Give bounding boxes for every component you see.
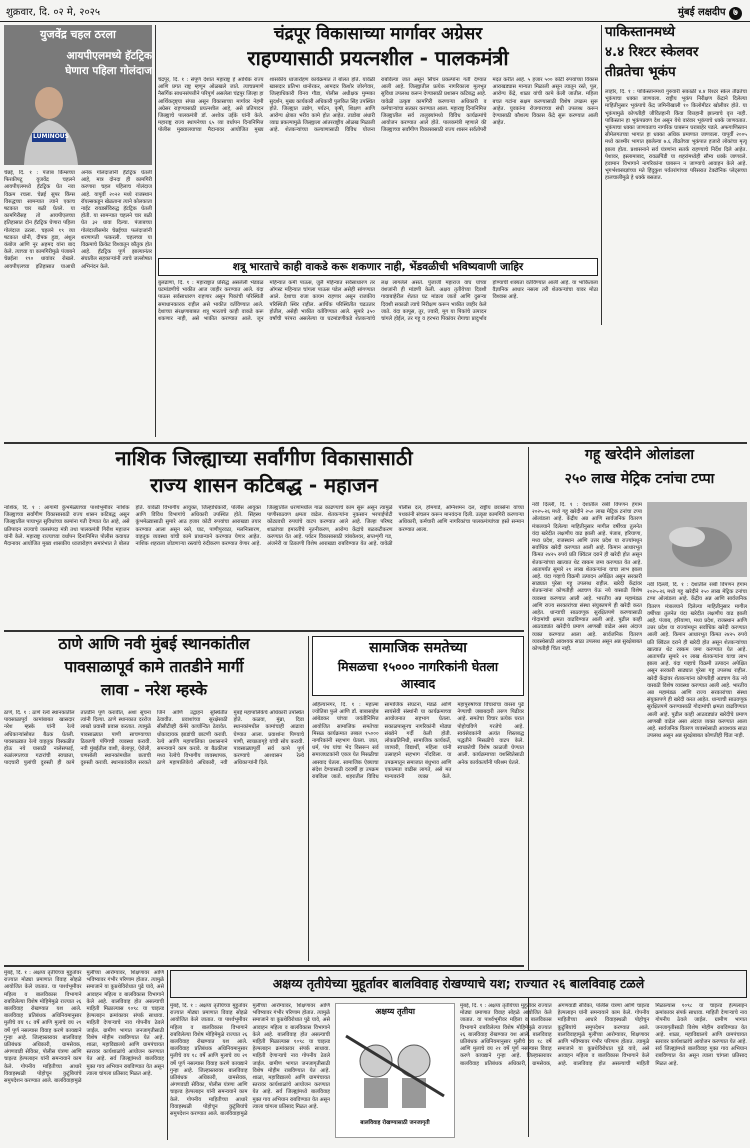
chandrapur-article: [158, 25, 598, 250]
akshay-intro: मुंबई, दि. १ : अक्षय्य तृतीयेच्या मुहूर्तावर राज्यात मोठ्या प्रमाणात विवाह सोहळे आयोजित केले जातात. या पार्श्वभूमीवर महिला व बालविकास विभागाने राबविलेल्या विशेष मोहिमेमुळे राज्यात २६ बालविवाह रोखण्यात यश आले. बालविवाह प्रतिबंधक अधिनियमानुसार मुलीचे वय १८ वर्षे आणि मुलाचे वय २१ वर्षे पूर्ण नसल्यास विवाह करणे कायद्याने गुन्हा आहे. जिल्हास्तरावर बालविवाह प्रतिबंधक अधिकारी, ग्रामसेवक, अंगणवाडी सेविका, पोलीस यंत्रणा आणि चाइल्ड हेल्पलाइन यांनी समन्वयाने काम केले. गोपनीय माहितीच्या आधारे विवाहस्थळी पोहोचून कुटुंबियांचे समुपदेशन करण्यात आले. बालविवाहामुळे मुलींच्या आरोग्यावर, शिक्षणावर आणि भविष्यावर गंभीर परिणाम होतात. त्यामुळे समाजाने या कुप्रथेविरोधात पुढे यावे, असे आवाहन महिला व बालविकास विभागाने केले आहे. बालविवाह होत असल्याची माहिती मिळाल्यास १०९८ या चाइल्ड हेल्पलाइन क्रमांकावर संपर्क साधावा. माहिती देणाऱ्याचे नाव गोपनीय ठेवले जाईल. ग्रामीण भागात जनजागृतीसाठी विशेष मोहीम राबविण्यात येत आहे. शाळा, महाविद्यालये आणि ग्रामपंचायत स्तरावर कार्यशाळांचे आयोजन करण्यात येत आहे. सर्व जिल्ह्यांमध्ये बालविवाह मुक्त गाव अभियान राबविण्यात येत असून त्याला चांगला प्रतिसाद मिळत आहे.: [4, 970, 164, 1085]
player-image: [4, 25, 152, 165]
nashik-body: नाशिक, दि. १ : आगामी कुंभमेळ्याच्या पार्श्वभूमीवर नाशिक जिल्ह्याच्या सर्वांगीण विकासासाठी राज्य शासन कटिबद्ध असून जिल्ह्यातील पायाभूत सुविधांच्या कामांना गती देण्यात येत आहे, असे प्रतिपादन राज्याचे जलसंपदा मंत्री तथा पालकमंत्री गिरीश महाजन यांनी केले. महाराष्ट्र राज्याच्या वर्धापन दिनानिमित्त पोलीस कवायत मैदानावर आयोजित मुख्य शासकीय ध्वजारोहण समारंभात ते बोलत होते. यावेळी विभागीय आयुक्त, जिल्हाधिकारी, पोलीस आयुक्त आणि विविध विभागांचे अधिकारी उपस्थित होते. सिंहस्थ कुंभमेळ्यासाठी सुमारे आठ हजार कोटी रुपयांचा आराखडा तयार करण्यात आला असून रस्ते, घाट, पाणीपुरवठा, मलनिःसारण, वाहतूक व्यवस्था यांची कामे प्राधान्याने करण्यात येणार आहेत. नाशिक शहराला जोडणाऱ्या रस्त्यांचे रुंदीकरण करण्यात येणार आहे. जिल्ह्यातील धरणांमधील गाळ काढण्याचे काम सुरू असून त्यामुळे पाणीसाठवण क्षमता वाढेल. शेतकऱ्यांना नुकसान भरपाईपोटी कोट्यवधी रुपयांचे वाटप करण्यात आले आहे. जिल्हा परिषद शाळांच्या इमारतींचे नूतनीकरण, आरोग्य केंद्रांचे बळकटीकरण करण्यात येत आहे. पर्यटन विकासासाठी त्र्यंबकेश्वर, सप्तशृंगी गड, अंजनेरी या ठिकाणी विशेष आराखडा राबविण्यात येत आहे. यावेळी पोलीस दल, होमगार्ड, अग्निशमन दल, राष्ट्रीय छात्रसेना यांच्या पथकांनी संचलन करून मानवंदना दिली. उत्कृष्ट कामगिरी करणाऱ्या अधिकारी, कर्मचारी आणि नागरिकांचा पालकमंत्र्यांच्या हस्ते सन्मान करण्यात आला.: [4, 505, 524, 548]
samata-article: [312, 636, 524, 961]
wheat-image: [647, 502, 747, 577]
nashik-article: [4, 447, 524, 627]
wheat-headline-2: २५० लाख मेट्रिक टनांचा टप्पा: [564, 471, 715, 487]
wheat-headline-1: गहू खरेदीने ओलांडला: [584, 447, 695, 463]
shatru-headline-box: [158, 258, 598, 276]
chahal-article: [4, 25, 152, 440]
chandrapur-headline-2: राहण्यासाठी प्रयत्नशील - पालकमंत्री: [247, 46, 509, 70]
chahal-photo: [4, 25, 152, 165]
akshay-body-2: मुंबई, दि. १ : अक्षय्य तृतीयेच्या मुहूर्तावर राज्यात मोठ्या प्रमाणात विवाह सोहळे आयोजित केले जातात. या पार्श्वभूमीवर महिला व बालविकास विभागाने राबविलेल्या विशेष मोहिमेमुळे राज्यात २६ बालविवाह रोखण्यात यश आले. बालविवाह प्रतिबंधक अधिनियमानुसार मुलीचे वय १८ वर्षे आणि मुलाचे वय २१ वर्षे पूर्ण नसल्यास विवाह करणे कायद्याने गुन्हा आहे. जिल्हास्तरावर बालविवाह प्रतिबंधक अधिकारी, ग्रामसेवक, अंगणवाडी सेविका, पोलीस यंत्रणा आणि चाइल्ड हेल्पलाइन यांनी समन्वयाने काम केले. गोपनीय माहितीच्या आधारे विवाहस्थळी पोहोचून कुटुंबियांचे समुपदेशन करण्यात आले. बालविवाहामुळे मुलींच्या आरोग्यावर, शिक्षणावर आणि भविष्यावर गंभीर परिणाम होतात. त्यामुळे समाजाने या कुप्रथेविरोधात पुढे यावे, असे आवाहन महिला व बालविकास विभागाने केले आहे. बालविवाह होत असल्याची माहिती मिळाल्यास १०९८ या चाइल्ड हेल्पलाइन क्रमांकावर संपर्क साधावा. माहिती देणाऱ्याचे नाव गोपनीय ठेवले जाईल. ग्रामीण भागात जनजागृतीसाठी विशेष मोहीम राबविण्यात येत आहे. शाळा, महाविद्यालये आणि ग्रामपंचायत स्तरावर कार्यशाळांचे आयोजन करण्यात येत आहे. सर्व जिल्ह्यांमध्ये बालविवाह मुक्त गाव अभियान राबविण्यात येत असून त्याला चांगला प्रतिसाद मिळत आहे.: [460, 1003, 747, 1067]
akshay-poster: [335, 1003, 455, 1138]
samata-headline-1: सामाजिक समतेच्या: [369, 640, 467, 656]
thane-headline-1: ठाणे आणि नवी मुंबई स्थानकांतील: [58, 635, 250, 653]
akshay-headline-box: [170, 970, 747, 998]
jersey-text: LUMINOUS: [33, 133, 69, 140]
page-header: [0, 0, 750, 22]
akshay-headline: अक्षय्य तृतीयेच्या मुहूर्तावर बालविवाह रोखण्याचे यश; राज्यात २६ बालविवाह टळले: [272, 976, 645, 991]
shatru-body: बुलढाणा, दि. १ : महाराष्ट्रात प्रसिद्ध असलेली भेंडवळ घटमांडणीचे भाकीत आज जाहीर करण्यात आले. यंदा पाऊस सर्वसाधारण राहणार असून पिकांची परिस्थिती समाधानकारक राहील असे भाकीत वर्तविण्यात आले. देशाच्या संरक्षणाबाबत शत्रू भारताचे काही वाकडे करू शकणार नाही, असे भाकीत करण्यात आले. जून महिन्यात कमी पाऊस, जुलै महिन्यात सर्वसाधारण तर ऑगस्ट महिन्यात चांगला पाऊस पडेल असेही सांगण्यात आले. देशाचा राजा कायम राहणार असून राजकीय परिस्थिती स्थिर राहील. आर्थिक परिस्थितीत चढउतार होतील, असेही भाकीत वर्तविण्यात आले. सुमारे ३५० वर्षांची परंपरा असलेल्या या घटमांडणीकडे शेतकऱ्यांचे लक्ष लागलेले असते. पुंजाजी महाराज वाघ यांच्या वंशजांनी ही मांडणी केली. अक्षय तृतीयेच्या दिवशी गावाबाहेरील शेतात घट मांडला जातो आणि दुसऱ्या दिवशी सकाळी त्याचे निरीक्षण करून भाकीत जाहीर केले जाते. यंदा कापूस, तूर, ज्वारी, मूग या पिकांचे उत्पादन चांगले होईल, तर गहू व हरभरा पिकांवर रोगाचा प्रादुर्भाव होण्याची शक्यता वर्तविण्यात आली आहे. या भाकिताला वैज्ञानिक आधार नसला तरी शेतकऱ्यांचा यावर मोठा विश्वास आहे.: [158, 280, 598, 323]
chahal-headline: आयपीएलमध्ये हॅटट्रिक घेणारा पहिला गोलंदाज: [65, 50, 152, 77]
akshay-body-1: मुंबई, दि. १ : अक्षय्य तृतीयेच्या मुहूर्तावर राज्यात मोठ्या प्रमाणात विवाह सोहळे आयोजित केले जातात. या पार्श्वभूमीवर महिला व बालविकास विभागाने राबविलेल्या विशेष मोहिमेमुळे राज्यात २६ बालविवाह रोखण्यात यश आले. बालविवाह प्रतिबंधक अधिनियमानुसार मुलीचे वय १८ वर्षे आणि मुलाचे वय २१ वर्षे पूर्ण नसल्यास विवाह करणे कायद्याने गुन्हा आहे. जिल्हास्तरावर बालविवाह प्रतिबंधक अधिकारी, ग्रामसेवक, अंगणवाडी सेविका, पोलीस यंत्रणा आणि चाइल्ड हेल्पलाइन यांनी समन्वयाने काम केले. गोपनीय माहितीच्या आधारे विवाहस्थळी पोहोचून कुटुंबियांचे समुपदेशन करण्यात आले. बालविवाहामुळे मुलींच्या आरोग्यावर, शिक्षणावर आणि भविष्यावर गंभीर परिणाम होतात. त्यामुळे समाजाने या कुप्रथेविरोधात पुढे यावे, असे आवाहन महिला व बालविकास विभागाने केले आहे. बालविवाह होत असल्याची माहिती मिळाल्यास १०९८ या चाइल्ड हेल्पलाइन क्रमांकावर संपर्क साधावा. माहिती देणाऱ्याचे नाव गोपनीय ठेवले जाईल. ग्रामीण भागात जनजागृतीसाठी विशेष मोहीम राबविण्यात येत आहे. शाळा, महाविद्यालये आणि ग्रामपंचायत स्तरावर कार्यशाळांचे आयोजन करण्यात येत आहे. सर्व जिल्ह्यांमध्ये बालविवाह मुक्त गाव अभियान राबविण्यात येत असून त्याला चांगला प्रतिसाद मिळत आहे.: [170, 1003, 330, 1118]
thane-article: [4, 636, 304, 961]
wheat-body-right: नवी दिल्ली, दि. १ : देशातील रब्बी विपणन हंगाम २०२५-२६ मध्ये गहू खरेदीने २५० लाख मेट्रिक टनांचा टप्पा ओलांडला आहे. केंद्रीय अन्न आणि सार्वजनिक वितरण मंत्रालयाने दिलेल्या माहितीनुसार मागील वर्षीच्या तुलनेत यंदा खरेदीत लक्षणीय वाढ झाली आहे. पंजाब, हरियाणा, मध्य प्रदेश, राजस्थान आणि उत्तर प्रदेश या राज्यांमधून सर्वाधिक खरेदी करण्यात आली आहे. किमान आधारभूत किंमत २४२५ रुपये प्रति क्विंटल दराने ही खरेदी होत असून शेतकऱ्यांच्या खात्यात थेट रक्कम जमा करण्यात येत आहे. आतापर्यंत सुमारे २१ लाख शेतकऱ्यांना याचा लाभ झाला आहे. यंदा गव्हाचे विक्रमी उत्पादन अपेक्षित असून सरकारी साठ्यात पुरेसा गहू उपलब्ध राहील. खरेदी केंद्रांवर शेतकऱ्यांना कोणतीही अडचण येऊ नये यासाठी विशेष व्यवस्था करण्यात आली आहे. भारतीय अन्न महामंडळ आणि राज्य सरकारांच्या संस्था संयुक्तपणे ही खरेदी करत आहेत. धान्याची साठवणूक सुरक्षितपणे करण्यासाठी गोदामांची क्षमता वाढविण्यात आली आहे. पुढील काही आठवड्यांत खरेदीचे प्रमाण आणखी वाढेल असा अंदाज व्यक्त करण्यात आला आहे. सार्वजनिक वितरण व्यवस्थेसाठी आवश्यक साठा उपलब्ध असून अन्न सुरक्षेबाबत कोणतीही चिंता नाही.: [647, 582, 747, 740]
shatru-headline: शत्रू भारताचे काही वाकडे करू शकणार नाही, भेंडवळीची भविष्यवाणी जाहिर: [232, 261, 524, 273]
section-name: मुंबई लक्षदीप: [677, 7, 726, 18]
chahal-headline-box: [4, 25, 152, 165]
wheat-body-left: नवी दिल्ली, दि. १ : देशातील रब्बी विपणन हंगाम २०२५-२६ मध्ये गहू खरेदीने २५० लाख मेट्रिक टनांचा टप्पा ओलांडला आहे. केंद्रीय अन्न आणि सार्वजनिक वितरण मंत्रालयाने दिलेल्या माहितीनुसार मागील वर्षीच्या तुलनेत यंदा खरेदीत लक्षणीय वाढ झाली आहे. पंजाब, हरियाणा, मध्य प्रदेश, राजस्थान आणि उत्तर प्रदेश या राज्यांमधून सर्वाधिक खरेदी करण्यात आली आहे. किमान आधारभूत किंमत २४२५ रुपये प्रति क्विंटल दराने ही खरेदी होत असून शेतकऱ्यांच्या खात्यात थेट रक्कम जमा करण्यात येत आहे. आतापर्यंत सुमारे २१ लाख शेतकऱ्यांना याचा लाभ झाला आहे. यंदा गव्हाचे विक्रमी उत्पादन अपेक्षित असून सरकारी साठ्यात पुरेसा गहू उपलब्ध राहील. खरेदी केंद्रांवर शेतकऱ्यांना कोणतीही अडचण येऊ नये यासाठी विशेष व्यवस्था करण्यात आली आहे. भारतीय अन्न महामंडळ आणि राज्य सरकारांच्या संस्था संयुक्तपणे ही खरेदी करत आहेत. धान्याची साठवणूक सुरक्षितपणे करण्यासाठी गोदामांची क्षमता वाढविण्यात आली आहे. पुढील काही आठवड्यांत खरेदीचे प्रमाण आणखी वाढेल असा अंदाज व्यक्त करण्यात आला आहे. सार्वजनिक वितरण व्यवस्थेसाठी आवश्यक साठा उपलब्ध असून अन्न सुरक्षेबाबत कोणतीही चिंता नाही.: [532, 502, 642, 653]
pakistan-body: लाहोर, दि. १ : पाकिस्तानमध्ये गुरुवारी सकाळी ४.४ रिश्टर स्केल तीव्रतेचा भूकंपाचा धक्का जाणवला. राष्ट्रीय भूकंप निरीक्षण केंद्राने दिलेल्या माहितीनुसार भूकंपाचे केंद्र जमिनीखाली १० किलोमीटर खोलीवर होते. या भूकंपामुळे कोणतीही जीवितहानी किंवा वित्तहानी झाल्याचे वृत्त नाही. पाकिस्तान हा भूकंपप्रवण देश असून येथे वारंवार भूकंपाचे धक्के जाणवतात. भूकंपाचा धक्का जाणवताच नागरिक घाबरून घराबाहेर पडले. अफगाणिस्तान सीमेलगतच्या भागात हा धक्का अधिक प्रमाणात जाणवला. यापूर्वी २००५ मध्ये काश्मीर भागात झालेल्या ७.६ तीव्रतेच्या भूकंपात हजारो लोकांचा मृत्यू झाला होता. प्रशासनाने सर्व यंत्रणांना सतर्क राहण्याचे निर्देश दिले आहेत. पेशावर, इस्लामाबाद, रावळपिंडी या शहरांमध्येही सौम्य धक्के जाणवले. हवामान विभागाने नागरिकांना घाबरून न जाण्याचे आवाहन केले आहे. भूगर्भशास्त्रज्ञांच्या मते हिंदुकुश पर्वतरांगांच्या परिसरात टेक्टॉनिक प्लेट्सच्या हालचालींमुळे हे धक्के बसतात.: [605, 89, 747, 182]
chahal-kicker: युजवेंद्र चहल ठरला: [40, 28, 116, 41]
chahal-body: चेन्नई, दि. १ : पंजाब किंग्सच्या फिरकीपटू युजवेंद्र चहलने आयपीएलमध्ये हॅटट्रिक घेत नवा विक्रम रचला. चेन्नई सुपर किंग्स विरुद्धच्या सामन्यात त्याने एकाच षटकात चार बळी घेतले. या कामगिरीसह तो आयपीएलच्या इतिहासात दोन हॅटट्रिक घेणारा पहिला गोलंदाज ठरला. चहलने १९ व्या षटकात धोनी, दीपक हुडा, अंशुल कंबोज आणि नूर अहमद यांना बाद केले. त्याच्या या कामगिरीमुळे पंजाबने चेन्नईला १९० धावांवर रोखले. आयपीएलच्या इतिहासात याआधी अनेक गोलंदाजांनी हॅटट्रिक घेतली आहे, मात्र दोनदा ही कामगिरी करणारा चहल पहिलाच गोलंदाज आहे. यापूर्वी २०२२ मध्ये राजस्थान रॉयल्सकडून खेळताना त्याने कोलकाता नाईट रायडर्सविरुद्ध हॅटट्रिक घेतली होती. या सामन्यात चहलने चार बळी घेत ३२ धावा दिल्या. पंजाबच्या गोलंदाजीसमोर चेन्नईच्या फलंदाजांनी शरणागती पत्करली. चहलच्या या विक्रमाचे क्रिकेट विश्वातून कौतुक होत आहे. हॅटट्रिक पूर्ण झाल्यानंतर संघातील सहकाऱ्यांनी त्याचे जल्लोषात अभिनंदन केले.: [4, 170, 152, 270]
samata-headline-2: मिसळचा १५००० नागरिकांनी घेतला आस्वाद: [337, 659, 499, 691]
chandrapur-headline-1: चंद्रपूर विकासाच्या मार्गावर अग्रेसर: [273, 24, 483, 44]
nashik-headline-2: राज्य शासन कटिबद्ध - महाजन: [150, 473, 378, 497]
samata-body: अहिल्यानगर, दि. १ : महात्मा ज्योतिबा फुले आणि डॉ. बाबासाहेब आंबेडकर यांच्या जयंतीनिमित्त आयोजित सामाजिक समतेच्या मिसळ कार्यक्रमात तब्बल १५००० नागरिकांनी सहभाग घेतला. जात, धर्म, पंथ यांचा भेद विसरून सर्व समाजघटकांनी एकत्र येत मिसळीचा आस्वाद घेतला. सामाजिक ऐक्याचा संदेश देण्यासाठी दरवर्षी हा उपक्रम राबविला जातो. शहरातील विविध सामाजिक संघटना, मंडळे आणि स्वयंसेवी संस्थांनी या कार्यक्रमाच्या आयोजनात सहभाग घेतला. सकाळपासूनच नागरिकांनी मोठ्या संख्येने गर्दी केली होती. लोकप्रतिनिधी, सामाजिक कार्यकर्ते, व्यापारी, विद्यार्थी, महिला यांनी उत्साहाने सहभाग नोंदविला. या उपक्रमातून समाजात बंधुभाव आणि एकात्मता वाढीस लागते, असे मत मान्यवरांनी व्यक्त केले. महापुरुषांच्या विचारांचा वारसा पुढे नेण्याची जबाबदारी तरुण पिढीवर आहे. समतेचा विचार प्रत्येक घरात पोहोचविणे गरजेचे आहे. स्वयंसेवकांनी अत्यंत शिस्तबद्ध पद्धतीने मिसळीचे वाटप केले. स्वच्छतेची विशेष काळजी घेण्यात आली. कार्यक्रमाच्या यशस्वितेसाठी अनेक कार्यकर्त्यांनी परिश्रम घेतले.: [312, 702, 524, 781]
poster-title: अक्षय्य तृतीया: [375, 1007, 415, 1016]
page-number: ७: [729, 7, 742, 20]
chandrapur-body: चंद्रपूर, दि. १ : संपूर्ण देशात महाराष्ट्र हे आर्थिक राज्य आणि प्रगत राष्ट्र म्हणून ओळखले जाते. त्याचप्रमाणे नैसर्गिक साधनसंपत्तीने परिपूर्ण असलेला चंद्रपूर जिल्हा हा आर्थिकदृष्ट्या संपन्न असून विकासाच्या मार्गावर नेहमी अग्रेसर राहण्यासाठी प्रयत्नशील आहे, असे प्रतिपादन जिल्ह्याचे पालकमंत्री डॉ. अशोक उईके यांनी केले. महाराष्ट्र राज्य स्थापनेच्या ६५ व्या वर्धापन दिनानिमित्त पोलीस मुख्यालयाच्या मैदानावर आयोजित मुख्य शासकीय ध्वजारोहण कार्यक्रमात ते बोलत होते. यावेळी खासदार प्रतिभा धानोरकर, आमदार किशोर जोरगेवार, जिल्हाधिकारी विनय गौडा, पोलीस अधीक्षक मुम्मका सुदर्शन, मुख्य कार्यकारी अधिकारी पुलकित सिंह उपस्थित होते. जिल्ह्यात उद्योग, पर्यटन, कृषी, शिक्षण आणि आरोग्य क्षेत्रात भरीव कामे होत आहेत. ताडोबा अंधारी व्याघ्र प्रकल्पामुळे जिल्ह्याला आंतरराष्ट्रीय ओळख मिळाली आहे. शेतकऱ्यांच्या कल्याणासाठी विविध योजना राबविल्या जात असून सिंचन प्रकल्पांना गती देण्यात आली आहे. जिल्ह्यातील प्रत्येक नागरिकाला मूलभूत सुविधा उपलब्ध करून देण्यासाठी प्रशासन कटिबद्ध आहे. यावेळी उत्कृष्ट कामगिरी करणाऱ्या अधिकारी व कर्मचाऱ्यांचा सत्कार करण्यात आला. महाराष्ट्र दिनानिमित्त जिल्ह्यातील सर्व तालुक्यांमध्ये विविध कार्यक्रमांचे आयोजन करण्यात आले होते. पालकमंत्री म्हणाले की जिल्ह्याच्या सर्वांगीण विकासासाठी राज्य शासन सर्वतोपरी मदत करीत आहे. ५ हजार ५०० कोटी रुपयांच्या विकास आराखड्यास मान्यता मिळाली असून त्यातून रस्ते, पूल, आरोग्य केंद्रे, शाळा यांची कामे केली जातील. महिला बचत गटांना सक्षम करण्यासाठी विशेष उपक्रम सुरू आहेत. युवकांना रोजगाराच्या संधी उपलब्ध करून देण्यासाठी कौशल्य विकास केंद्रे सुरू करण्यात आली आहेत.: [158, 77, 598, 134]
pakistan-headline-2: ४.४ रिश्टर स्केलवर: [605, 44, 699, 60]
pakistan-headline-1: पाकिस्तानमध्ये: [605, 24, 675, 40]
issue-date: शुक्रवार, दि. ०२ मे, २०२५: [6, 7, 101, 18]
pakistan-headline-3: तीव्रतेचा भूकंप: [605, 64, 676, 80]
thane-body: ठाणे, दि. १ : ठाणे रेल्वे स्थानकातील पावसाळापूर्व कामांबाबत खासदार नरेश म्हस्के यांनी रेल्वे अधिकाऱ्यांसोबत बैठक घेतली. पावसाळ्यात रेल्वे वाहतूक विस्कळीत होऊ नये यासाठी नालेसफाई, रुळांलगतच्या गटारांची स्वच्छता, पादचारी पुलांची दुरुस्ती ही कामे तातडीने पूर्ण करावीत, अशा सूचना त्यांनी दिल्या. ठाणे स्थानकात दररोज लाखो प्रवासी प्रवास करतात. त्यामुळे पावसाळ्यात पाणी साचण्याच्या ठिकाणी पंपिंगची व्यवस्था करावी. नवी मुंबईतील वाशी, बेलापूर, ऐरोली, घणसोली स्थानकांमधील छताची दुरुस्ती करावी. स्थानकांवरील सरकते जिने आणि उद्वाहने सुस्थितीत ठेवावीत. प्रवाशांच्या सुरक्षेसाठी सीसीटीव्ही कॅमेरे कार्यान्वित ठेवावेत. धोकादायक झाडांची छाटणी करावी. रेल्वे आणि महापालिका प्रशासनाने समन्वयाने काम करावे. या बैठकीला मध्य रेल्वेचे विभागीय व्यवस्थापक, ठाणे महापालिकेचे अधिकारी, नवी मुंबई महापालिकेचे अधिकारी उपस्थित होते. कळवा, मुंब्रा, दिवा स्थानकांमधील कामांचाही आढावा घेण्यात आला. प्रवाशांना पिण्याचे पाणी, स्वच्छतागृहे यांची सोय करावी. पावसाळ्यापूर्वी सर्व कामे पूर्ण करण्याचे आश्वासन रेल्वे अधिकाऱ्यांनी दिले.: [4, 710, 304, 767]
poster-illustration: [336, 1016, 454, 1116]
pakistan-article: [605, 25, 747, 435]
thane-headline-2: पावसाळापूर्व कामे तातडीने मार्गी: [64, 658, 244, 676]
poster-caption: बालविवाह रोखण्यासाठी जनजागृती: [360, 1120, 430, 1127]
nashik-headline-1: नाशिक जिल्ह्याच्या सर्वांगीण विकासासाठी: [115, 446, 413, 470]
wheat-photo: [647, 502, 747, 577]
thane-headline-3: लावा - नरेश म्हस्के: [100, 681, 208, 699]
